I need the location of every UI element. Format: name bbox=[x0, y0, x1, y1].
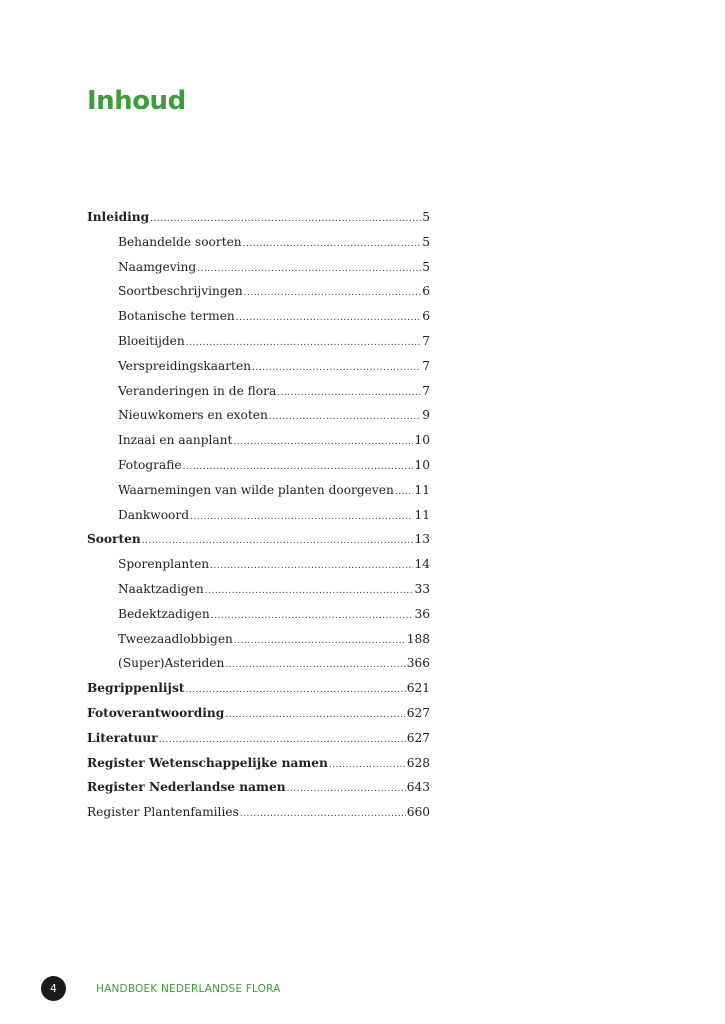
toc-entry[interactable] bbox=[87, 602, 430, 627]
toc-entry-page: 621 bbox=[406, 681, 430, 696]
toc-entry-label: Tweezaadlobbigen bbox=[118, 631, 233, 646]
page-footer bbox=[41, 976, 281, 1001]
toc-entry[interactable] bbox=[87, 503, 430, 528]
toc-entry[interactable] bbox=[87, 403, 430, 428]
toc-entry-label: Dankwoord bbox=[118, 507, 190, 522]
toc-dot-leader bbox=[205, 577, 414, 604]
toc-entry-page: 660 bbox=[406, 805, 430, 820]
toc-dot-leader bbox=[142, 527, 414, 554]
toc-entry-label: Naaktzadigen bbox=[118, 581, 204, 596]
toc-entry[interactable] bbox=[87, 726, 430, 751]
toc-entry-label: Inzaai en aanplant bbox=[118, 433, 233, 448]
toc-dot-leader bbox=[190, 503, 413, 530]
toc-dot-leader bbox=[159, 726, 406, 753]
toc-entry[interactable] bbox=[87, 279, 430, 304]
toc-entry-page: 188 bbox=[406, 631, 430, 646]
toc-entry-page: 13 bbox=[414, 532, 430, 547]
toc-entry-page: 7 bbox=[422, 383, 430, 398]
toc-entry[interactable] bbox=[87, 527, 430, 552]
toc-entry[interactable] bbox=[87, 552, 430, 577]
toc-dot-leader bbox=[269, 403, 421, 430]
toc-dot-leader bbox=[225, 651, 405, 678]
toc-entry-label: Soortbeschrijvingen bbox=[118, 284, 243, 299]
toc-dot-leader bbox=[150, 205, 421, 232]
toc-entry-label: Register Nederlandse namen bbox=[87, 780, 286, 795]
page-title: Inhoud bbox=[87, 86, 186, 116]
toc-entry-page: 627 bbox=[406, 730, 430, 745]
toc-entry[interactable] bbox=[87, 651, 430, 676]
toc-dot-leader bbox=[395, 478, 414, 505]
toc-entry-page: 14 bbox=[414, 557, 430, 572]
toc-entry-label: Nieuwkomers en exoten bbox=[118, 408, 268, 423]
toc-entry-label: Bedektzadigen bbox=[118, 606, 210, 621]
toc-entry-label: Literatuur bbox=[87, 730, 158, 745]
toc-entry-label: Waarnemingen van wilde planten doorgeven bbox=[118, 482, 394, 497]
toc-entry-page: 11 bbox=[414, 482, 430, 497]
toc-entry-label: Register Wetenschappelijke namen bbox=[87, 755, 328, 770]
toc-entry-page: 6 bbox=[422, 309, 430, 324]
toc-entry-label: Begrippenlijst bbox=[87, 681, 185, 696]
toc-entry[interactable] bbox=[87, 478, 430, 503]
toc-entry-page: 643 bbox=[406, 780, 430, 795]
toc-dot-leader bbox=[210, 552, 413, 579]
toc-dot-leader bbox=[233, 428, 413, 455]
toc-dot-leader bbox=[236, 304, 421, 331]
toc-entry-page: 5 bbox=[422, 259, 430, 274]
toc-entry-page: 36 bbox=[414, 606, 430, 621]
toc-entry-label: Register Plantenfamilies bbox=[87, 805, 239, 820]
toc-entry-page: 7 bbox=[422, 333, 430, 348]
toc-dot-leader bbox=[211, 602, 414, 629]
table-of-contents bbox=[87, 205, 430, 825]
page-number-badge: 4 bbox=[41, 976, 66, 1001]
toc-entry-page: 6 bbox=[422, 284, 430, 299]
toc-entry-label: Botanische termen bbox=[118, 309, 235, 324]
toc-entry-page: 33 bbox=[414, 581, 430, 596]
toc-entry-page: 5 bbox=[422, 234, 430, 249]
toc-entry-label: Veranderingen in de flora bbox=[118, 383, 277, 398]
toc-dot-leader bbox=[243, 230, 422, 257]
toc-entry[interactable] bbox=[87, 701, 430, 726]
toc-entry-page: 9 bbox=[422, 408, 430, 423]
toc-dot-leader bbox=[234, 627, 406, 654]
toc-entry-label: Behandelde soorten bbox=[118, 234, 242, 249]
toc-entry[interactable] bbox=[87, 230, 430, 255]
toc-entry[interactable] bbox=[87, 428, 430, 453]
toc-entry-page: 5 bbox=[422, 210, 430, 224]
toc-dot-leader bbox=[186, 329, 421, 356]
toc-dot-leader bbox=[244, 279, 422, 306]
toc-entry-label: Sporenplanten bbox=[118, 557, 210, 572]
toc-dot-leader bbox=[185, 676, 405, 703]
toc-entry-page: 7 bbox=[422, 358, 430, 373]
toc-dot-leader bbox=[183, 453, 414, 480]
toc-entry[interactable] bbox=[87, 453, 430, 478]
toc-dot-leader bbox=[329, 751, 406, 778]
toc-dot-leader bbox=[287, 775, 406, 802]
toc-entry[interactable] bbox=[87, 255, 430, 280]
toc-entry[interactable] bbox=[87, 379, 430, 404]
toc-entry[interactable] bbox=[87, 577, 430, 602]
toc-dot-leader bbox=[197, 255, 421, 282]
toc-entry-page: 11 bbox=[414, 507, 430, 522]
toc-entry-label: (Super)Asteriden bbox=[118, 656, 225, 671]
toc-dot-leader bbox=[240, 800, 406, 827]
toc-entry-page: 628 bbox=[406, 755, 430, 770]
toc-entry-label: Soorten bbox=[87, 532, 141, 547]
toc-entry[interactable] bbox=[87, 304, 430, 329]
toc-entry-label: Fotografie bbox=[118, 457, 182, 472]
toc-entry-label: Verspreidingskaarten bbox=[118, 358, 252, 373]
toc-entry[interactable] bbox=[87, 775, 430, 800]
toc-entry-page: 10 bbox=[414, 433, 430, 448]
toc-entry-label: Fotoverantwoording bbox=[87, 705, 225, 720]
toc-entry-label: Naamgeving bbox=[118, 259, 197, 274]
toc-entry[interactable] bbox=[87, 676, 430, 701]
toc-entry[interactable] bbox=[87, 329, 430, 354]
toc-entry[interactable] bbox=[87, 751, 430, 776]
toc-entry-label: Inleiding bbox=[87, 210, 150, 224]
toc-entry-label: Bloeitijden bbox=[118, 333, 185, 348]
running-title: HANDBOEK NEDERLANDSE FLORA bbox=[96, 982, 281, 995]
toc-entry[interactable] bbox=[87, 205, 430, 230]
toc-entry[interactable] bbox=[87, 627, 430, 652]
toc-entry-page: 10 bbox=[414, 457, 430, 472]
toc-entry-page: 366 bbox=[406, 656, 430, 671]
toc-entry[interactable] bbox=[87, 354, 430, 379]
toc-entry-page: 627 bbox=[406, 705, 430, 720]
toc-dot-leader bbox=[252, 354, 421, 381]
toc-entry[interactable] bbox=[87, 800, 430, 825]
toc-dot-leader bbox=[225, 701, 406, 728]
toc-dot-leader bbox=[277, 379, 421, 406]
